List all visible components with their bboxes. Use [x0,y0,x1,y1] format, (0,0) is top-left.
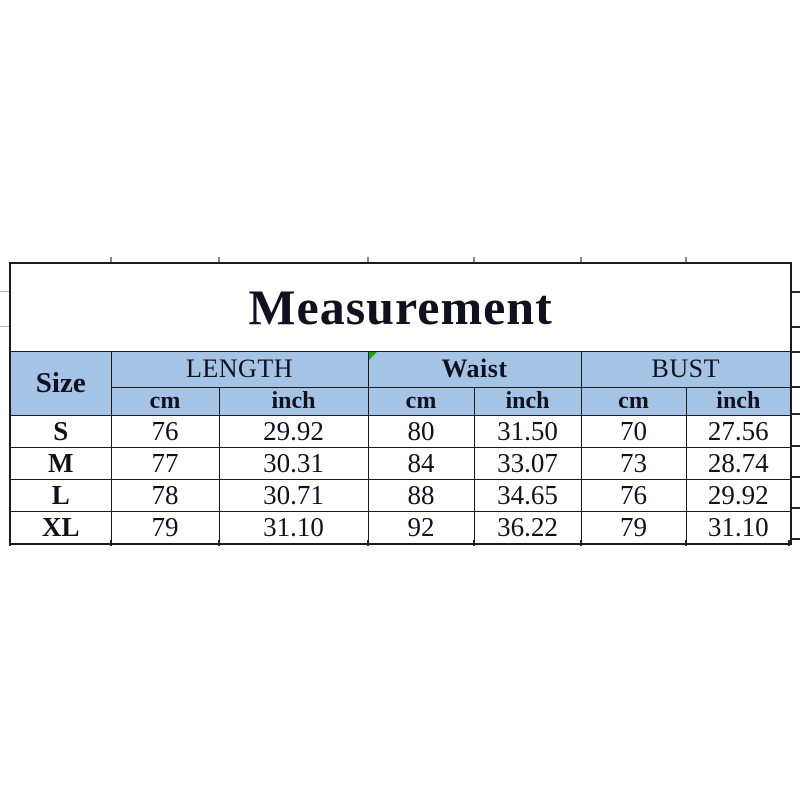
unit-header-bust-cm: cm [581,387,686,415]
value-cell: 31.50 [474,415,581,447]
table-row [10,447,791,479]
group-header-waist-label: Waist [441,354,508,383]
value-cell: 80 [368,415,474,447]
table-row [10,479,791,511]
measurement-table [9,262,792,545]
size-cell: M [10,447,111,479]
size-cell: L [10,479,111,511]
gridline-tick [0,326,9,327]
value-cell: 33.07 [474,447,581,479]
value-cell: 76 [111,415,219,447]
gridline-tick [792,476,800,478]
table-row [10,415,791,447]
unit-header-waist-inch: inch [474,387,581,415]
gridline-tick [0,291,9,292]
unit-header-length-cm: cm [111,387,219,415]
title-cell [10,263,791,351]
value-cell: 29.92 [686,479,791,511]
gridline-tick [792,291,800,293]
unit-header-length-inch: inch [219,387,368,415]
value-cell: 84 [368,447,474,479]
value-cell: 30.31 [219,447,368,479]
value-cell: 92 [368,511,474,544]
value-cell: 77 [111,447,219,479]
gridline-tick [792,538,800,540]
value-cell: 34.65 [474,479,581,511]
group-header-bust: BUST [581,351,791,387]
value-cell: 31.10 [219,511,368,544]
size-cell: XL [10,511,111,544]
size-column-header: Size [10,351,111,415]
value-cell: 79 [111,511,219,544]
gridline-tick [792,386,800,388]
gridline-tick [792,413,800,415]
gridline-tick [792,326,800,328]
value-cell: 28.74 [686,447,791,479]
value-cell: 88 [368,479,474,511]
value-cell: 70 [581,415,686,447]
value-cell: 78 [111,479,219,511]
group-header-waist [368,351,581,387]
gridline-tick [792,445,800,447]
value-cell: 36.22 [474,511,581,544]
unit-header-bust-inch: inch [686,387,791,415]
unit-header-waist-cm: cm [368,387,474,415]
page-title: Measurement [248,279,553,336]
gridline-tick [792,351,800,353]
value-cell: 30.71 [219,479,368,511]
group-header-length: LENGTH [111,351,368,387]
gridline-tick [792,507,800,509]
value-cell: 76 [581,479,686,511]
comment-marker-icon [369,352,377,360]
value-cell: 79 [581,511,686,544]
value-cell: 73 [581,447,686,479]
value-cell: 31.10 [686,511,791,544]
value-cell: 27.56 [686,415,791,447]
size-cell: S [10,415,111,447]
value-cell: 29.92 [219,415,368,447]
table-row [10,511,791,544]
